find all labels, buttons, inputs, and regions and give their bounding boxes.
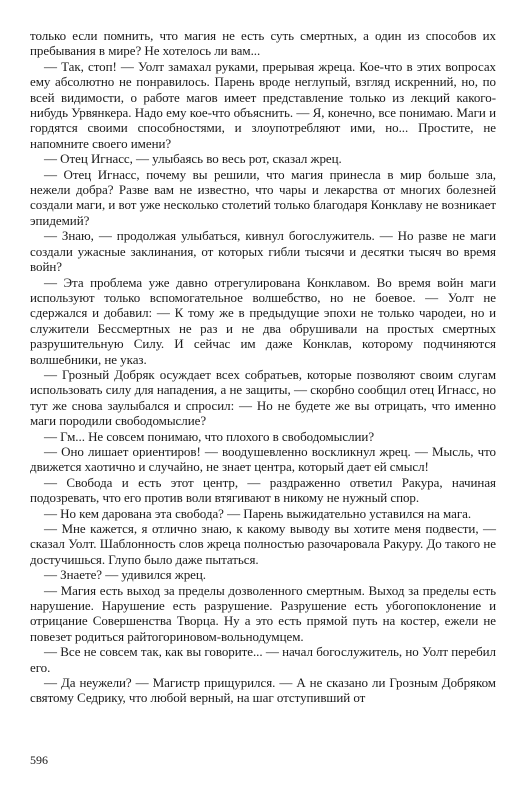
paragraph: — Да неужели? — Магистр прищурился. — А не сказано ли Грозным Добряком святому Седрику, что любой верный, на шаг отступивший от <box>30 675 496 706</box>
paragraph: — Но кем дарована эта свобода? — Парень выжидательно уставился на мага. <box>44 505 472 521</box>
paragraph: — Все не совсем так, как вы говорите... — начал богослужитель, но Уолт перебил его. <box>30 644 496 675</box>
paragraph: — Эта проблема уже давно отрегулирована Конклавом. Во время войн маги используют только вспомогательное волшебство, но не боевое. — Уолт не сдержался и добавил: — К тому же в предыдущие эпохи не только чародеи, но и служители Бессмертных не раз и не два обрушивали на простых смертных разрушительную Силу. И сейчас им даже Конклав, которому подчиняются волшебники, не указ. <box>30 274 496 367</box>
paragraph: — Оно лишает ориентиров! — воодушевленно воскликнул жрец. — Мысль, что движется хаотично и случайно, не знает центра, который дает ей смысл! <box>30 443 496 475</box>
paragraph: — Грозный Добряк осуждает всех собратьев, которые позволяют своим слугам использовать силу для нападения, а не защиты, — скорбно сообщил отец Игнасс, но тут же снова заулыбался и спросил: — Но не будете же вы отрицать, что именно маги породили свободомыслие? <box>30 366 496 429</box>
paragraph: — Знаете? — удивился жрец. <box>44 567 206 583</box>
paragraph: — Гм... Не совсем понимаю, что плохого в свободомыслии? <box>44 428 375 444</box>
paragraph: — Так, стоп! — Уолт замахал руками, прерывая жреца. Кое-что в этих вопросах ему абсолютно не понравилось. Парень вроде неглупый, взгляд искренний, но, по всей видимости, о работе магов имеет представление только из лекций какого-нибудь Урвянкера. Надо ему кое-что объяснить. — Я, конечно, все понимаю. Маги и гордятся своими способностями, и злоупотребляют ими, но... Простите, не напомните своего имени? <box>30 58 496 151</box>
paragraph: — Магия есть выход за пределы дозволенного смертным. Выход за пределы есть нарушение. Нарушение есть разрушение. Разрушение есть убогопоклонение и отрицание Совершенства Творца. Ну а это есть прямой путь на костер, ежели не повезет родиться райтогориновом-вольнодумцем. <box>30 582 496 644</box>
body-text <box>30 28 496 706</box>
page-number: 596 <box>30 753 48 767</box>
paragraph: — Мне кажется, я отлично знаю, к какому выводу вы хотите меня подвести, — сказал Уолт. Шаблонность слов жреца полностью разочаровала Ракуру. До такого не достучишься. Глупо было даже пытаться. <box>30 521 496 567</box>
paragraph: — Отец Игнасс, почему вы решили, что магия принесла в мир больше зла, нежели добра? Разве вам не известно, что чары и лекарства от многих болезней создали маги, и вот уже несколько столетий только благодаря Конклаву не возникает эпидемий? <box>30 166 496 228</box>
paragraph: — Знаю, — продолжая улыбаться, кивнул богослужитель. — Но разве не маги создали ужасные заклинания, от которых гибли тысячи и десятки тысяч во время войн? <box>30 228 496 275</box>
paragraph: только если помнить, что магия не есть суть смертных, а один из способов их пребывания в мире? Не хотелось ли вам... <box>30 28 496 59</box>
paragraph: — Отец Игнасс, — улыбаясь во весь рот, сказал жрец. <box>44 151 342 167</box>
paragraph: — Свобода и есть этот центр, — раздраженно ответил Ракура, начиная подозревать, что его против воли втягивают в никому не нужный спор. <box>30 474 496 506</box>
